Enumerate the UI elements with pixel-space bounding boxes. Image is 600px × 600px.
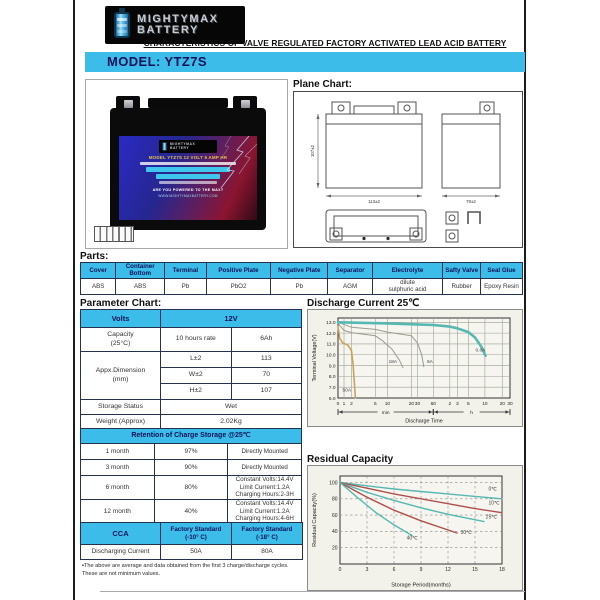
parts-value-cell: ABS xyxy=(81,278,116,294)
plane-chart-heading: Plane Chart: xyxy=(293,79,352,90)
weight-label: Weight (Approx) xyxy=(81,415,161,430)
svg-text:12.0: 12.0 xyxy=(326,331,336,337)
retention-table xyxy=(80,428,302,524)
series-label: 0.6A xyxy=(475,348,486,354)
svg-text:Terminal Voltage(V): Terminal Voltage(V) xyxy=(312,334,318,382)
storage-value: Wet xyxy=(161,400,302,415)
svg-text:1: 1 xyxy=(342,402,346,407)
svg-text:9: 9 xyxy=(419,567,423,573)
parts-value-cell: PbO2 xyxy=(206,278,270,294)
parts-value-cell: Pb xyxy=(164,278,206,294)
svg-text:11.0: 11.0 xyxy=(326,342,336,348)
capacity-value: 6Ah xyxy=(231,328,302,352)
svg-text:2: 2 xyxy=(448,402,452,407)
retention-period: 12 month xyxy=(81,500,155,524)
svg-text:60: 60 xyxy=(430,402,436,407)
series-label: 10℃ xyxy=(488,500,500,507)
discharge-chart-svg xyxy=(308,310,522,426)
label-brand-line2: BATTERY xyxy=(170,145,190,150)
volts-value: 12V xyxy=(161,310,302,328)
svg-text:6.0: 6.0 xyxy=(328,396,336,402)
parts-header-cell: Seal Glue xyxy=(480,263,522,279)
retention-period: 3 month xyxy=(81,460,155,476)
svg-text:8.0: 8.0 xyxy=(328,375,336,381)
parts-value-cell: Epoxy Resin xyxy=(480,278,522,294)
cca-standard-1: Factory Standard (-10° C) xyxy=(161,523,232,545)
dimension-axis: L±2 xyxy=(161,352,232,368)
retention-percent: 80% xyxy=(154,476,228,500)
retention-period: 1 month xyxy=(81,444,155,460)
battery-body xyxy=(110,108,266,230)
capacity-label: Capacity (25°C) xyxy=(81,328,161,352)
series-label: 0℃ xyxy=(488,486,497,493)
svg-text:13.0: 13.0 xyxy=(326,321,336,327)
brand-name xyxy=(137,14,219,36)
page-border-left xyxy=(73,0,75,600)
retention-percent: 40% xyxy=(154,500,228,524)
svg-text:2: 2 xyxy=(350,402,353,407)
svg-text:3: 3 xyxy=(456,402,459,407)
svg-text:80: 80 xyxy=(331,496,338,503)
svg-text:9.0: 9.0 xyxy=(328,364,336,370)
parameter-chart-heading: Parameter Chart: xyxy=(80,298,162,309)
series-label: 40℃ xyxy=(406,535,418,542)
footnote: ▪The above are average and data obtained from the first 3 charge/discharge cycles. These are not minimum values. xyxy=(82,563,289,578)
residual-chart-heading: Residual Capacity xyxy=(307,454,394,465)
cca-table xyxy=(80,522,303,560)
svg-text:6: 6 xyxy=(392,567,396,573)
parts-table xyxy=(80,262,523,295)
svg-text:h: h xyxy=(470,411,473,416)
dimension-label: Appx.Dimension (mm) xyxy=(81,352,161,400)
parts-value-cell: Rubber xyxy=(443,278,481,294)
battery-handle xyxy=(148,98,228,108)
svg-text:40: 40 xyxy=(331,529,338,536)
svg-text:10.0: 10.0 xyxy=(326,353,336,359)
model-banner: MODEL: YTZ7S xyxy=(85,52,525,72)
series-label: 6A xyxy=(426,359,433,365)
brand-line1: MIGHTYMAX xyxy=(137,13,219,25)
parts-header-cell: Positive Plate xyxy=(206,263,270,279)
label-brand-line1: MIGHTYMAX xyxy=(170,141,196,146)
discharging-current-label: Discharging Current xyxy=(81,545,161,560)
battery-icon xyxy=(162,142,167,151)
residual-chart-svg xyxy=(308,466,522,590)
capacity-rate: 10 hours rate xyxy=(161,328,232,352)
cca-standard-2: Factory Standard (-18° C) xyxy=(232,523,303,545)
plane-chart-box xyxy=(293,91,523,248)
svg-text:7.0: 7.0 xyxy=(328,385,336,391)
svg-text:30: 30 xyxy=(414,402,421,407)
svg-text:18: 18 xyxy=(499,567,505,573)
svg-text:5: 5 xyxy=(467,402,470,407)
retention-heading: Retention of Charge Storage @25℃ xyxy=(81,429,302,444)
svg-text:60: 60 xyxy=(331,512,338,519)
svg-text:5: 5 xyxy=(373,402,377,407)
svg-text:Discharge Time: Discharge Time xyxy=(405,418,443,425)
retention-note: Constant Volts:14.4V Limit Current:1.2A Charging Hours:2-3H xyxy=(228,476,302,500)
discharging-current-value-2: 80A xyxy=(232,545,303,560)
battery-label xyxy=(119,136,257,220)
retention-period: 6 month xyxy=(81,476,155,500)
battery-icon xyxy=(114,12,130,38)
discharge-chart-heading: Discharge Current 25℃ xyxy=(307,298,420,309)
svg-text:30: 30 xyxy=(507,402,513,407)
svg-text:100: 100 xyxy=(329,480,338,487)
label-highlight-chip xyxy=(146,167,230,172)
svg-text:12: 12 xyxy=(445,567,451,573)
dimension-axis: W±2 xyxy=(161,368,232,384)
parts-header-cell: Electrolyte xyxy=(372,263,443,279)
parts-header-cell: Negative Plate xyxy=(271,263,328,279)
label-url: WWW.MIGHTYMAXBATTERY.COM xyxy=(158,194,218,198)
label-model-text: MODEL YTZ7S 12 VOLT 6 AMP HR xyxy=(148,155,228,160)
svg-text:10: 10 xyxy=(482,402,488,407)
series-label: 18A xyxy=(388,359,398,365)
svg-text:Storage Period(months): Storage Period(months) xyxy=(391,582,451,589)
series-label: 30℃ xyxy=(460,529,472,536)
brand-line2: BATTERY xyxy=(137,24,199,36)
label-brand-logo xyxy=(159,140,217,153)
parts-header-cell: Container Bottom xyxy=(116,263,165,279)
label-highlight-chip xyxy=(156,174,220,179)
dim-width-label: 70±2 xyxy=(466,199,476,204)
dimension-value: 113 xyxy=(231,352,302,368)
parts-value-cell: dilute sulphuric acid xyxy=(372,278,443,294)
label-tagline: ARE YOU POWERED TO THE MAX? xyxy=(152,188,224,192)
storage-label: Storage Status xyxy=(81,400,161,415)
retention-note: Directly Mounted xyxy=(228,460,302,476)
parts-header-cell: Safty Valve xyxy=(443,263,481,279)
svg-text:3: 3 xyxy=(365,567,369,573)
svg-text:20: 20 xyxy=(499,402,505,407)
product-photo xyxy=(85,79,288,249)
parts-value-cell: AGM xyxy=(328,278,372,294)
parts-header-cell: Cover xyxy=(81,263,116,279)
dimension-value: 107 xyxy=(231,384,302,400)
svg-text:10: 10 xyxy=(384,402,391,407)
battery-cells-icon xyxy=(94,226,134,242)
series-label: 50A xyxy=(342,388,352,394)
retention-note: Constant Volts:14.4V Limit Current:1.2A Charging Hours:4-6H xyxy=(228,500,302,524)
svg-text:15: 15 xyxy=(472,567,478,573)
plane-chart-drawing xyxy=(294,92,521,246)
parts-value-cell: Pb xyxy=(271,278,328,294)
parts-header-cell: Separator xyxy=(328,263,372,279)
page-border-right xyxy=(524,0,526,600)
dim-height-label: 107±2 xyxy=(310,144,315,158)
svg-text:Residual Capacity(%): Residual Capacity(%) xyxy=(312,493,318,547)
svg-text:20: 20 xyxy=(331,545,338,552)
label-fineprint-bar xyxy=(159,181,217,184)
svg-text:0: 0 xyxy=(336,402,340,407)
parts-value-cell: ABS xyxy=(116,278,165,294)
volts-label: Volts xyxy=(81,310,161,328)
svg-text:min: min xyxy=(381,411,390,416)
retention-percent: 90% xyxy=(154,460,228,476)
weight-value: 2.02Kg xyxy=(161,415,302,430)
residual-chart xyxy=(307,465,523,591)
parts-heading: Parts: xyxy=(80,251,109,262)
parts-header-cell: Terminal xyxy=(164,263,206,279)
svg-text:0: 0 xyxy=(338,567,342,573)
parameter-table xyxy=(80,309,302,430)
dimension-value: 70 xyxy=(231,368,302,384)
discharge-chart xyxy=(307,309,523,427)
label-fineprint-bar xyxy=(140,162,236,165)
document-title: CHARACTERISTICS OF VALVE REGULATED FACTORY ACTIVATED LEAD ACID BATTERY xyxy=(143,38,507,48)
retention-note: Directly Mounted xyxy=(228,444,302,460)
series-label: 25℃ xyxy=(485,514,497,521)
dimension-axis: H±2 xyxy=(161,384,232,400)
cca-label: CCA xyxy=(81,523,161,545)
dim-length-label: 113±2 xyxy=(368,199,380,204)
retention-percent: 97% xyxy=(154,444,228,460)
bottom-divider xyxy=(100,591,525,592)
discharging-current-value-1: 50A xyxy=(161,545,232,560)
svg-text:20: 20 xyxy=(408,402,415,407)
